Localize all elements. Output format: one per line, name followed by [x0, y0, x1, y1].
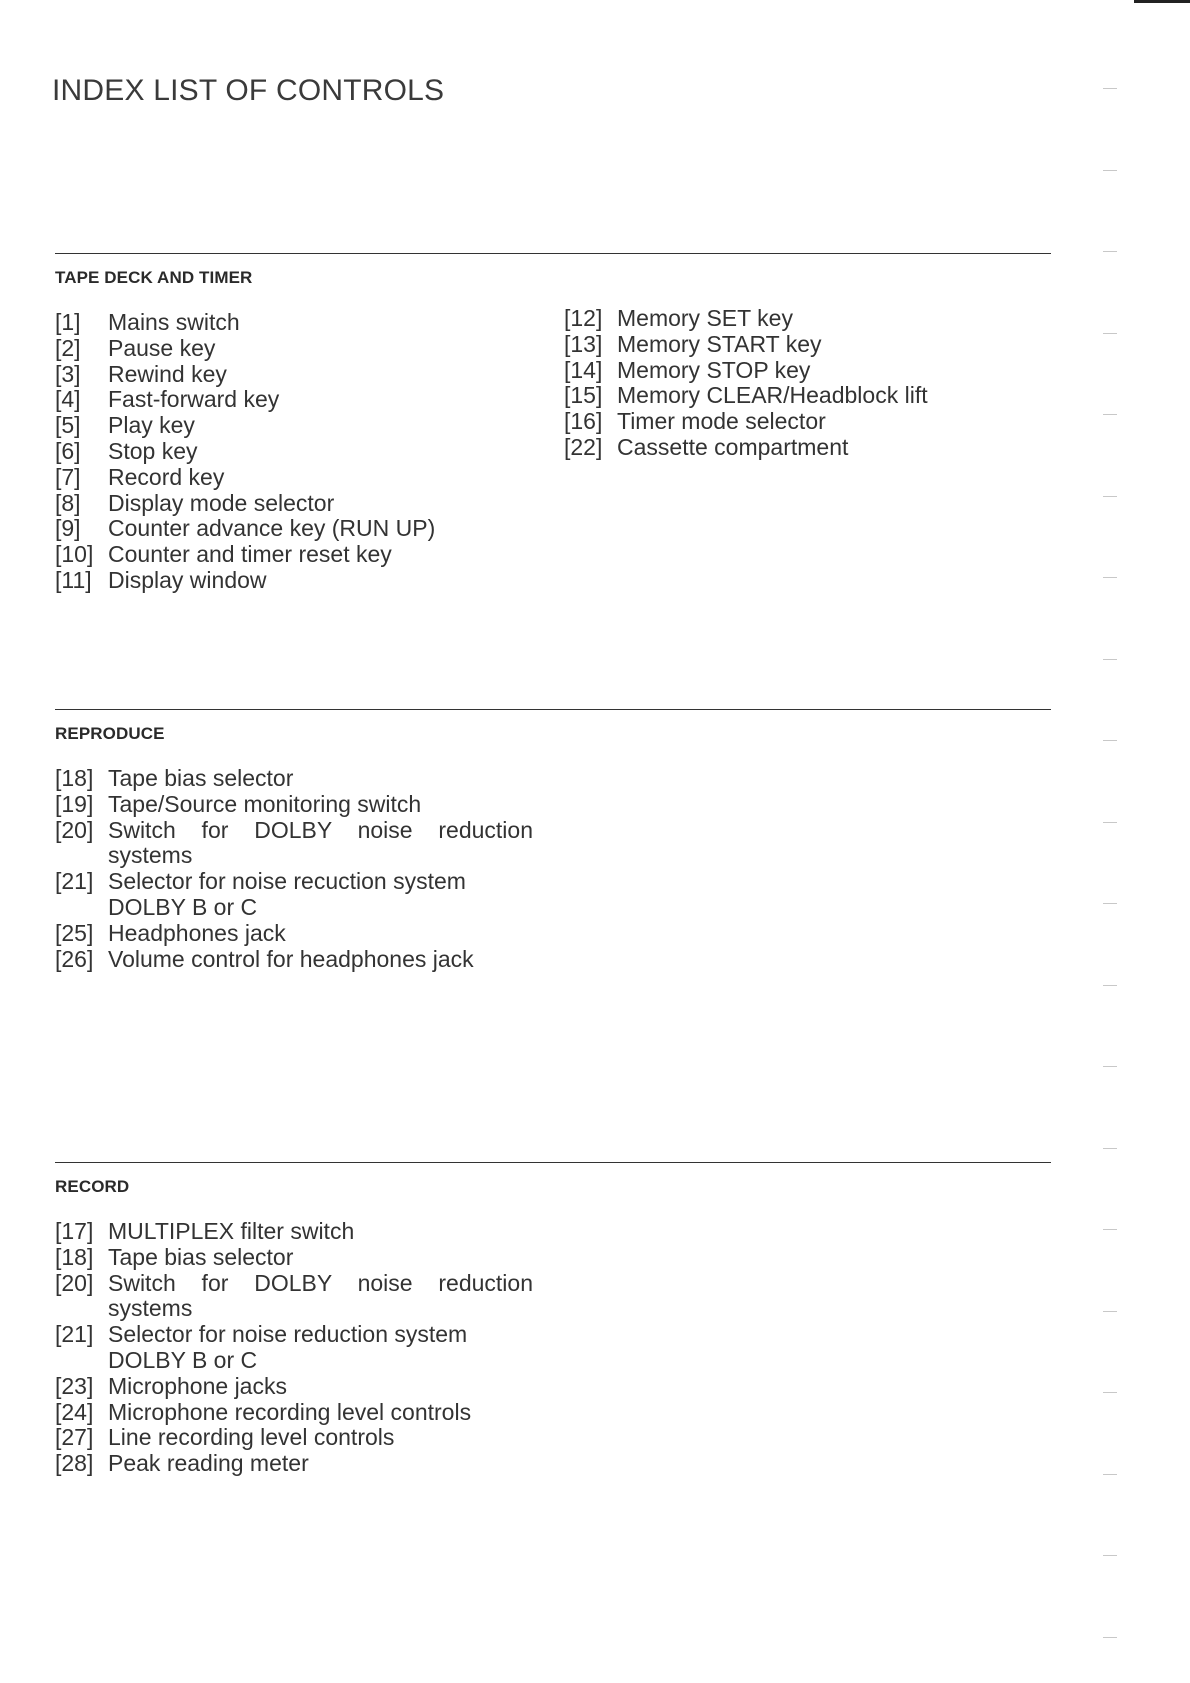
control-list-item [55, 439, 535, 465]
control-label: Record key [108, 463, 225, 490]
control-list-item [55, 1451, 533, 1477]
margin-tick [1103, 577, 1117, 578]
control-label: Play key [108, 412, 195, 439]
control-label: Memory STOP key [617, 356, 811, 383]
margin-tick [1103, 903, 1117, 904]
control-list-item [564, 435, 984, 461]
section-heading: REPRODUCE [55, 724, 165, 743]
control-list-item [55, 465, 535, 491]
control-number: [6] [55, 437, 81, 464]
control-list-item [55, 921, 533, 947]
control-list-item [55, 568, 535, 594]
control-number: [3] [55, 360, 81, 387]
control-label: Microphone jacks [108, 1372, 287, 1399]
control-label: Fast-forward key [108, 386, 280, 413]
control-label: Mains switch [108, 309, 240, 335]
control-label: Tape/Source monitoring switch [108, 790, 422, 817]
control-list-item [55, 792, 533, 818]
control-number: [12] [564, 305, 603, 331]
control-label: Tape bias selector [108, 1243, 294, 1270]
margin-tick [1103, 88, 1117, 89]
margin-tick [1103, 985, 1117, 986]
control-list-item [55, 766, 533, 792]
control-number: [19] [55, 790, 94, 817]
control-label: Cassette compartment [617, 433, 849, 460]
control-number: [16] [564, 408, 603, 435]
control-number: [22] [564, 433, 603, 460]
margin-tick [1103, 1229, 1117, 1230]
control-label: Counter advance key (RUN UP) [108, 515, 436, 542]
control-label: Line recording level controls [108, 1424, 395, 1451]
section-tape-deck-and-timer [55, 253, 1051, 593]
margin-tick [1103, 822, 1117, 823]
control-label: Rewind key [108, 360, 227, 387]
control-label: Timer mode selector [617, 408, 826, 435]
control-number: [25] [55, 919, 94, 946]
control-number: [24] [55, 1398, 94, 1425]
control-number: [7] [55, 463, 81, 490]
control-number: [5] [55, 412, 81, 439]
margin-tick [1103, 1311, 1117, 1312]
control-number: [17] [55, 1218, 94, 1244]
control-label: Selector for noise recuction system DOLBY B or C [108, 868, 466, 920]
section-reproduce [55, 709, 1051, 972]
control-number: [23] [55, 1372, 94, 1399]
margin-tick [1103, 496, 1117, 497]
control-label: Display window [108, 566, 267, 593]
control-number: [14] [564, 356, 603, 383]
margin-tick [1103, 659, 1117, 660]
control-number: [20] [55, 1269, 94, 1296]
control-label: Counter and timer reset key [108, 541, 392, 568]
control-label: Memory SET key [617, 305, 793, 331]
section-divider [55, 253, 1051, 254]
controls-list [55, 766, 533, 972]
control-list-item [55, 869, 533, 921]
margin-tick [1103, 414, 1117, 415]
control-number: [8] [55, 489, 81, 516]
section-divider [55, 709, 1051, 710]
control-list-item [55, 491, 535, 517]
margin-tick [1103, 1637, 1117, 1638]
control-label: Selector for noise reduction system DOLBY B or C [108, 1321, 468, 1373]
margin-tick [1103, 1066, 1117, 1067]
control-list-item [55, 818, 533, 870]
control-list-item [55, 1400, 533, 1426]
control-list-item [55, 310, 535, 336]
control-list-item [55, 1219, 533, 1245]
control-list-item [55, 542, 535, 568]
control-label: Memory START key [617, 330, 822, 357]
control-number: [27] [55, 1424, 94, 1451]
control-number: [21] [55, 868, 94, 895]
section-record [55, 1162, 1051, 1477]
control-number: [13] [564, 330, 603, 357]
margin-tick [1103, 1555, 1117, 1556]
control-list-item [55, 1271, 533, 1323]
control-list-item [564, 409, 984, 435]
control-list-item [55, 1245, 533, 1271]
control-number: [15] [564, 382, 603, 409]
control-label: Headphones jack [108, 919, 286, 946]
control-label: Tape bias selector [108, 765, 294, 791]
section-heading: TAPE DECK AND TIMER [55, 268, 253, 287]
control-number: [26] [55, 945, 94, 972]
control-list-item [564, 306, 984, 332]
margin-tick [1103, 170, 1117, 171]
control-number: [1] [55, 309, 81, 335]
control-list-item [55, 336, 535, 362]
control-list-item [55, 1425, 533, 1451]
control-number: [18] [55, 765, 94, 791]
page-title: INDEX LIST OF CONTROLS [52, 74, 445, 107]
control-label: Switch for DOLBY noise reduction systems [108, 816, 533, 869]
control-label: Switch for DOLBY noise reduction systems [108, 1269, 533, 1322]
control-number: [28] [55, 1450, 94, 1477]
control-number: [2] [55, 334, 81, 361]
control-label: Stop key [108, 437, 198, 464]
control-number: [20] [55, 816, 94, 843]
control-list-item [564, 383, 984, 409]
control-number: [4] [55, 386, 81, 413]
control-number: [10] [55, 541, 94, 568]
control-label: Pause key [108, 334, 216, 361]
control-list-item [564, 358, 984, 384]
control-number: [18] [55, 1243, 94, 1270]
controls-list-right [564, 306, 984, 461]
control-list-item [55, 362, 535, 388]
control-number: [9] [55, 515, 81, 542]
margin-tick [1103, 1474, 1117, 1475]
control-label: Memory CLEAR/Headblock lift [617, 382, 928, 409]
control-list-item [55, 413, 535, 439]
control-number: [21] [55, 1321, 94, 1348]
control-label: Display mode selector [108, 489, 335, 516]
control-list-item [55, 1322, 533, 1374]
control-label: Volume control for headphones jack [108, 945, 474, 972]
control-list-item [55, 516, 535, 542]
corner-crop-mark [1134, 0, 1190, 3]
controls-list-left [55, 310, 535, 594]
control-label: MULTIPLEX filter switch [108, 1218, 355, 1244]
control-number: [11] [55, 566, 92, 593]
control-list-item [55, 947, 533, 973]
control-label: Microphone recording level controls [108, 1398, 472, 1425]
control-label: Peak reading meter [108, 1450, 309, 1477]
section-heading: RECORD [55, 1177, 130, 1196]
section-divider [55, 1162, 1051, 1163]
margin-tick [1103, 1148, 1117, 1149]
margin-tick [1103, 333, 1117, 334]
controls-list [55, 1219, 533, 1477]
control-list-item [55, 387, 535, 413]
margin-tick [1103, 251, 1117, 252]
margin-tick [1103, 740, 1117, 741]
margin-tick [1103, 1392, 1117, 1393]
control-list-item [564, 332, 984, 358]
control-list-item [55, 1374, 533, 1400]
